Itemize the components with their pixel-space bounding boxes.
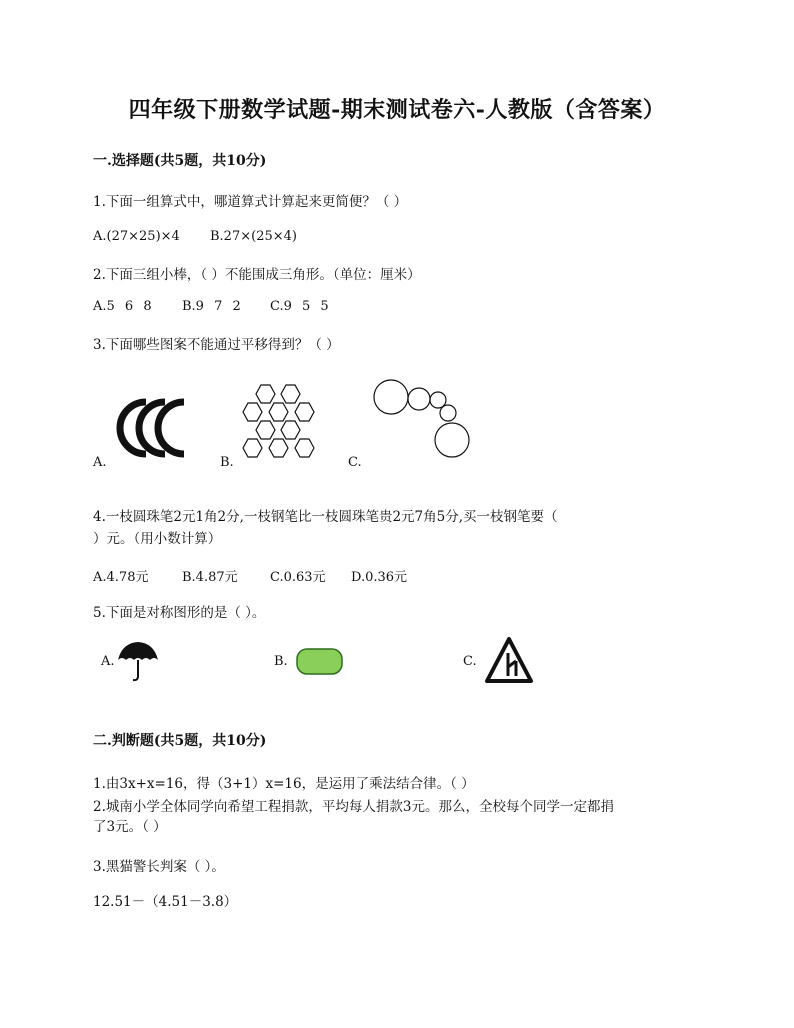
judge-question-1: 1.由3x+x=16，得（3+1）x=16，是运用了乘法结合律。（ ） xyxy=(93,776,475,792)
q5-option-a: A. xyxy=(101,654,115,669)
warning-sign-icon xyxy=(484,636,534,686)
q4-option-a: A.4.78元 xyxy=(93,570,149,585)
question-1-text: 1.下面一组算式中，哪道算式计算起来更简便？（ ） xyxy=(93,194,408,210)
section-1-heading: 一.选择题(共5题，共10分) xyxy=(93,153,267,169)
question-5-text: 5.下面是对称图形的是（ ）。 xyxy=(93,605,266,621)
q2-option-a: A.5 6 8 xyxy=(93,299,152,314)
question-4-line2: ）元。（用小数计算） xyxy=(93,531,222,547)
triple-arc-icon xyxy=(118,398,193,458)
q1-option-b: B.27×(25×4) xyxy=(210,229,297,244)
q1-option-a: A.(27×25)×4 xyxy=(93,229,180,244)
q4-option-b: B.4.87元 xyxy=(182,570,238,585)
q2-option-c: C.9 5 5 xyxy=(270,299,329,314)
q4-option-c: C.0.63元 xyxy=(270,570,326,585)
q5-option-b: B. xyxy=(274,654,288,669)
q4-option-d: D.0.36元 xyxy=(351,570,408,585)
q3-option-a: A. xyxy=(93,455,107,470)
judge-expression: 12.51－（4.51－3.8） xyxy=(93,894,238,910)
q3-option-c: C. xyxy=(348,455,362,470)
circles-chain-icon xyxy=(370,378,475,463)
judge-question-2-line2: 了3元。（ ） xyxy=(93,819,167,835)
question-4-line1: 4.一枝圆珠笔2元1角2分,一枝钢笔比一枝圆珠笔贵2元7角5分,买一枝钢笔要（ xyxy=(93,509,558,525)
question-2-text: 2.下面三组小棒，（ ）不能围成三角形。（单位：厘米） xyxy=(93,267,421,283)
q5-option-c: C. xyxy=(463,654,477,669)
question-3-text: 3.下面哪些图案不能通过平移得到？（ ） xyxy=(93,337,340,353)
judge-question-2-line1: 2.城南小学全体同学向希望工程捐款，平均每人捐款3元。那么，全校每个同学一定都捐 xyxy=(93,799,614,815)
q2-option-b: B.9 7 2 xyxy=(182,299,241,314)
page-title: 四年级下册数学试题-期末测试卷六-人教版（含答案） xyxy=(128,97,666,123)
q3-option-b: B. xyxy=(220,455,234,470)
judge-question-3: 3.黑猫警长判案（ ）。 xyxy=(93,859,225,875)
umbrella-icon xyxy=(116,640,160,682)
rounded-rect-icon xyxy=(296,648,344,676)
hexagon-cluster-icon xyxy=(240,382,325,460)
section-2-heading: 二.判断题(共5题，共10分) xyxy=(93,733,267,749)
